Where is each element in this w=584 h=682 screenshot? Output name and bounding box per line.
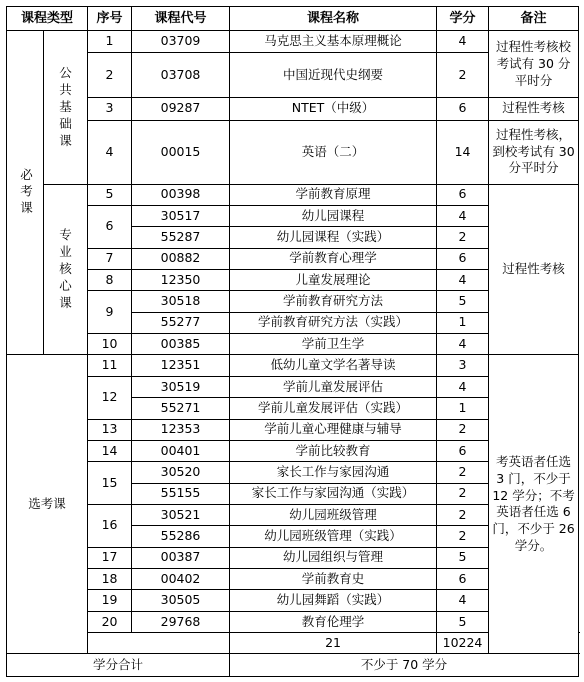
header-course-type: 课程类型 (7, 7, 88, 31)
row-seq: 6 (88, 205, 132, 248)
row-credit: 6 (437, 184, 489, 205)
row-name: 幼儿园组织与管理 (230, 547, 437, 568)
row-code: 29768 (132, 611, 230, 632)
table-row (7, 120, 579, 184)
row-seq: 14 (88, 440, 132, 461)
row-name: 学前教育研究方法 (230, 291, 437, 312)
row-name: 幼儿园课程 (230, 205, 437, 226)
row-name: 幼儿园舞蹈（实践） (230, 590, 437, 611)
row-code: 09287 (132, 98, 230, 120)
row-code: 00402 (132, 569, 230, 590)
row-credit: 4 (437, 590, 489, 611)
row-code: 30519 (132, 376, 230, 397)
row-credit: 2 (437, 462, 489, 483)
row-credit: 5 (437, 291, 489, 312)
row-credit: 2 (437, 227, 489, 248)
header-code: 课程代号 (132, 7, 230, 31)
row-seq: 1 (88, 31, 132, 53)
row-seq: 7 (88, 248, 132, 269)
row-code: 00882 (132, 248, 230, 269)
row-seq: 16 (88, 504, 132, 547)
row-code: 55155 (132, 483, 230, 504)
row-seq: 20 (88, 611, 132, 632)
group-required-label: 必考课 (18, 167, 34, 218)
row-name: 马克思主义基本原理概论 (230, 31, 437, 53)
row-name: 学前教育原理 (230, 184, 437, 205)
row-credit: 4 (437, 31, 489, 53)
row-code: 55277 (132, 312, 230, 333)
row-seq: 19 (88, 590, 132, 611)
group-core (44, 184, 88, 355)
row-name: 家长工作与家园沟通 (230, 462, 437, 483)
group-core-label: 专业核心课 (59, 227, 72, 310)
row-code: 55271 (132, 398, 230, 419)
row-credit: 6 (437, 569, 489, 590)
row-credit: 4 (437, 205, 489, 226)
row-credit: 1 (437, 398, 489, 419)
row-name: 中国近现代史纲要 (230, 53, 437, 98)
row-code: 00385 (132, 334, 230, 355)
row-name: 儿童发展理论 (230, 270, 437, 291)
group-public-label: 公共基础课 (59, 65, 72, 148)
table-row (7, 31, 579, 53)
group-public (44, 31, 88, 185)
row-name: 学前比较教育 (230, 440, 437, 461)
row-code: 12350 (132, 270, 230, 291)
row-seq: 15 (88, 462, 132, 505)
row-credit: 2 (437, 53, 489, 98)
remark-elective: 考英语者任选 3 门，不少于 12 学分；不考英语者任选 6 门，不少于 26 学分。 (489, 355, 579, 654)
row-credit: 1 (437, 312, 489, 333)
row-credit: 2 (437, 504, 489, 525)
row-code: 10224 (437, 633, 489, 654)
curriculum-table (6, 6, 579, 677)
row-code: 03709 (132, 31, 230, 53)
row-seq: 17 (88, 547, 132, 568)
row-code: 30520 (132, 462, 230, 483)
row-seq: 3 (88, 98, 132, 120)
row-name: 教育伦理学 (230, 611, 437, 632)
remark-core: 过程性考核 (489, 184, 579, 355)
row-credit: 6 (437, 440, 489, 461)
row-seq: 8 (88, 270, 132, 291)
row-name: 幼儿园班级管理（实践） (230, 526, 437, 547)
row-code: 55286 (132, 526, 230, 547)
row-seq: 18 (88, 569, 132, 590)
row-credit: 5 (437, 547, 489, 568)
table-row (7, 355, 579, 376)
row-code: 30517 (132, 205, 230, 226)
row-code: 03708 (132, 53, 230, 98)
header-remark: 备注 (489, 7, 579, 31)
row-code: 30521 (132, 504, 230, 525)
row-code: 30505 (132, 590, 230, 611)
table-row (7, 98, 579, 120)
remark-process-4: 过程性考核，到校考试有 30 分平时分 (489, 120, 579, 184)
row-name: 学前儿童心理健康与辅导 (230, 419, 437, 440)
header-seq: 序号 (88, 7, 132, 31)
row-name: 学前儿童发展评估（实践） (230, 398, 437, 419)
row-code: 00015 (132, 120, 230, 184)
row-seq: 5 (88, 184, 132, 205)
total-row (7, 654, 579, 677)
row-seq: 9 (88, 291, 132, 334)
row-seq: 13 (88, 419, 132, 440)
row-name: 英语（二） (230, 120, 437, 184)
row-credit: 4 (437, 334, 489, 355)
remark-process-3: 过程性考核 (489, 98, 579, 120)
row-code: 30518 (132, 291, 230, 312)
row-credit: 6 (437, 98, 489, 120)
remark-process-1: 过程性考核校考试有 30 分平时分 (489, 31, 579, 98)
empty-type-cell (88, 633, 230, 654)
row-seq: 2 (88, 53, 132, 98)
header-row (7, 7, 579, 31)
row-credit: 2 (437, 483, 489, 504)
row-seq: 4 (88, 120, 132, 184)
group-required (7, 31, 44, 355)
row-code: 00387 (132, 547, 230, 568)
header-credit: 学分 (437, 7, 489, 31)
row-seq: 11 (88, 355, 132, 376)
row-code: 00398 (132, 184, 230, 205)
row-seq: 21 (230, 633, 437, 654)
row-name: 家长工作与家园沟通（实践） (230, 483, 437, 504)
total-label: 学分合计 (7, 654, 230, 677)
row-credit: 4 (437, 376, 489, 397)
table-row (7, 184, 579, 205)
row-name: 幼儿园课程（实践） (230, 227, 437, 248)
row-credit: 14 (437, 120, 489, 184)
row-credit: 5 (437, 611, 489, 632)
row-code: 00401 (132, 440, 230, 461)
row-name: 学前教育史 (230, 569, 437, 590)
row-name: 学前儿童发展评估 (230, 376, 437, 397)
group-elective: 选考课 (7, 355, 88, 654)
row-name: 学前教育心理学 (230, 248, 437, 269)
row-credit: 2 (437, 526, 489, 547)
row-credit: 6 (437, 248, 489, 269)
row-name: 低幼儿童文学名著导读 (230, 355, 437, 376)
row-code: 12351 (132, 355, 230, 376)
row-name: 学前卫生学 (230, 334, 437, 355)
total-value: 不少于 70 学分 (230, 654, 579, 677)
header-name: 课程名称 (230, 7, 437, 31)
row-code: 12353 (132, 419, 230, 440)
row-name: 幼儿园班级管理 (230, 504, 437, 525)
row-name: NTET（中级） (230, 98, 437, 120)
row-credit: 4 (437, 270, 489, 291)
row-credit: 3 (437, 355, 489, 376)
row-seq: 12 (88, 376, 132, 419)
row-code: 55287 (132, 227, 230, 248)
row-seq: 10 (88, 334, 132, 355)
row-name: 学前教育研究方法（实践） (230, 312, 437, 333)
row-credit: 2 (437, 419, 489, 440)
